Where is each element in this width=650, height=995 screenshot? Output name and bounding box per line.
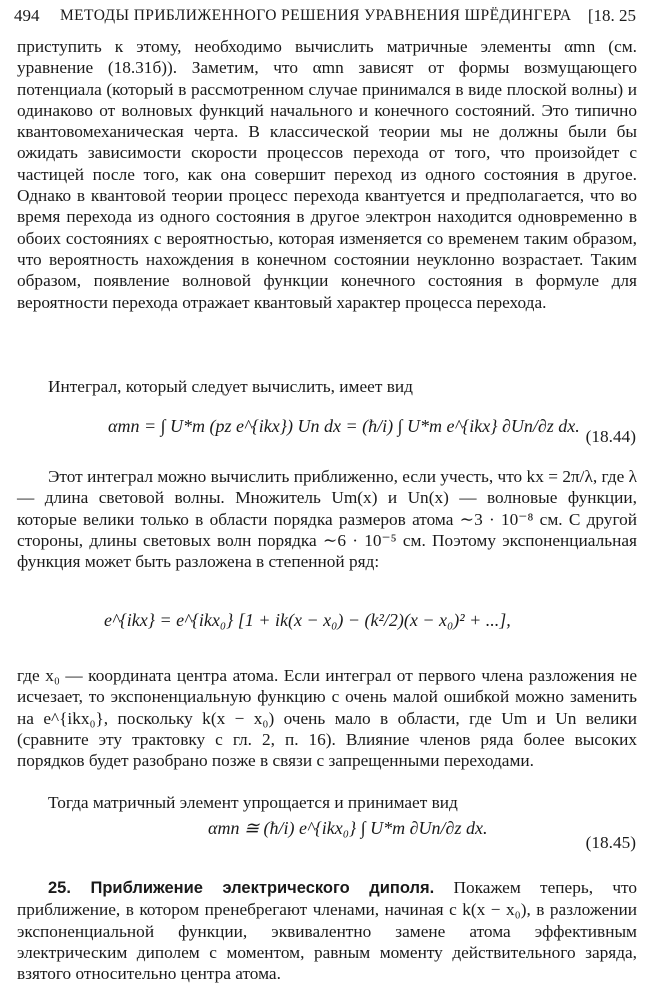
equation-18-45: αmn ≅ (ħ/i) e^{ikx₀} ∫ U*m ∂Un/∂z dx. — [208, 818, 488, 838]
paragraph-2: Интеграл, который следует вычислить, имеет вид — [48, 377, 413, 396]
paragraph-3: Этот интеграл можно вычислить приближенно, если учесть, что kx = 2π/λ, где λ — длина световой волны. Множитель Um(x) и Un(x) — волновые функции, которые велики только в области порядка размеров атома ∼3 · 10⁻⁸ см. С другой стороны, длины световых волн порядка ∼6 · 10⁻⁵ см. Поэтому экспоненциальная функция может быть разложена в степенной ряд: — [17, 467, 637, 572]
section-25-body: Покажем теперь, что приближение, в котором пренебрегают членами, начиная с k(x − x₀), в разложении экспоненциальной функции, эквивалентно замене атома эффективным электрическим диполем с моментом, равным моменту действительного заряда, взятого относительно центра атома. — [17, 878, 637, 984]
paragraph-1: приступить к этому, необходимо вычислить матричные элементы αmn (см. уравнение (18.31б)). Заметим, что αmn зависят от формы возмущающего потенциала (который в рассмотренном случае принимался в виде плоской волны) и одинаково от волновых функций начального и конечного состояний. Это типично квантовомеханическая черта. В классической теории мы не должны были бы ожидать зависимости скорости процессов перехода от того, что произойдет с частицей после того, как она совершит переход из одного состояния в другое. Однако в квантовой теории процесс перехода квантуется и предполагается, что во время перехода из одного состояния в другое электрон находится одновременно в обоих состояниях с вероятностью, которая изменяется со временем таким образом, что вероятность нахождения в конечном состоянии неуклонно возрастает. Таким образом, появление волновой функции конечного состояния в формуле для вероятности перехода отражает квантовый характер процесса перехода. — [17, 37, 637, 312]
equation-18-44: αmn = ∫ U*m (pz e^{ikx}) Un dx = (ħ/i) ∫ U*m e^{ikx} ∂Un/∂z dx. — [108, 416, 580, 436]
equation-exponential-expansion: e^{ikx} = e^{ikx₀} [1 + ik(x − x₀) − (k²/2)(x − x₀)² + ...], — [104, 610, 511, 630]
section-number: [18. 25 — [587, 6, 636, 25]
paragraph-4: где x₀ — координата центра атома. Если интеграл от первого члена разложения не исчезает, то экспоненциальную функцию с очень малой ошибкой можно заменить на e^{ikx₀}, поскольку k(x − x₀) очень мало в области, где Um и Un велики (сравните эту трактовку с гл. 2, п. 16). Влияние членов ряда более высоких порядков будет разобрано позже в связи с запрещенными переходами. — [17, 666, 637, 771]
running-header — [14, 6, 636, 32]
running-title: МЕТОДЫ ПРИБЛИЖЕННОГО РЕШЕНИЯ УРАВНЕНИЯ ШРЁДИНГЕРА — [60, 7, 572, 24]
section-25-heading: 25. Приближение электрического диполя. — [48, 879, 435, 897]
paragraph-5: Тогда матричный элемент упрощается и принимает вид — [48, 793, 458, 812]
equation-number-18-45: (18.45) — [585, 833, 636, 852]
page-number: 494 — [14, 6, 40, 25]
section-25-paragraph — [17, 877, 637, 984]
equation-number-18-44: (18.44) — [585, 427, 636, 446]
